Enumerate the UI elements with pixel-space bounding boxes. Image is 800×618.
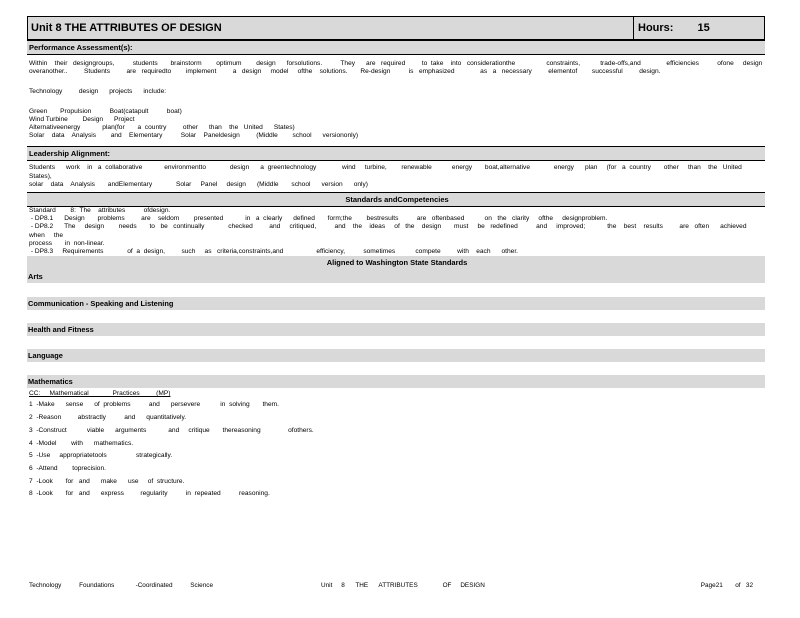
project-item: Wind Turbine Design Project <box>29 115 135 123</box>
footer-page-number: Page21 of 32 <box>700 582 753 589</box>
leadership-paragraph: Students work in a collaborative environmentto design a greentechnology wind turbine, renewable energy boat,alternative energy plan (for a country other than the United States), solar data Analysis andElementary Solar Panel design (Middle school version only) <box>29 164 742 188</box>
leadership-alignment-header: Leadership Alignment: <box>27 146 765 161</box>
course-document-page <box>27 16 765 501</box>
math-practice-item: 5 -Use appropriatetools strategically. <box>29 452 173 460</box>
hours-value: 15 <box>697 22 710 34</box>
standard-line: Standard 8: The attributes ofdesign. <box>29 207 171 215</box>
footer-course-name: Technology Foundations -Coordinated Science <box>29 582 214 589</box>
footer-unit-title: Unit 8 THE ATTRIBUTES OF DESIGN <box>321 582 485 589</box>
health-fitness-header: Health and Fitness <box>27 323 765 336</box>
page-footer <box>29 582 765 592</box>
projects-intro: Technology design projects include: <box>29 88 167 96</box>
math-practice-item: 2 -Reason abstractly and quantitatively. <box>29 414 187 422</box>
unit-title-row <box>27 16 765 40</box>
communication-header: Communication - Speaking and Listening <box>27 297 765 310</box>
hours-label: Hours: <box>638 22 674 34</box>
projects-list <box>27 108 765 141</box>
aligned-standards-header: Aligned to Washington State Standards <box>27 256 765 270</box>
math-practice-item: 4 -Model with mathematics. <box>29 439 134 447</box>
math-practice-item: 6 -Attend toprecision. <box>29 464 106 472</box>
arts-header: Arts <box>27 270 765 283</box>
standards-competencies-header: Standards andCompetencies <box>27 192 765 207</box>
competency-item: - DP8.3 Requirements of a design, such as criteria,constraints,and efficiency, sometimes compete with each other. <box>29 248 518 256</box>
project-item: Solar data Analysis and Elementary Solar Paneldesign (Middle school versiononly) <box>29 132 359 140</box>
competency-item: - DP8.1 Design problems are seldom presented in a clearly defined form;the bestresults are oftenbased on the clarity ofthe designproblem. <box>29 215 608 223</box>
math-practice-item: 1 -Make sense of problems and persevere in solving them. <box>29 401 279 409</box>
math-cc-label: CC: Mathematical Practices (MP) <box>29 390 171 398</box>
project-item: Alternativeenergy plan(for a country other than the United States) <box>29 124 295 132</box>
mathematics-header: Mathematics <box>27 375 765 388</box>
math-practice-item: 8 -Look for and express regularity in repeated reasoning. <box>29 490 270 498</box>
project-item: Green Propulsion Boat(catapult boat) <box>29 107 182 115</box>
unit-title: Unit 8 THE ATTRIBUTES OF DESIGN <box>28 17 634 39</box>
language-header: Language <box>27 349 765 362</box>
hours-cell <box>634 17 764 39</box>
competency-item: - DP8.2 The design needs to be continually checked and critiqued, and the ideas of the design must be redefined and improved; the best results are often achieved when the process in non-linear. <box>29 223 747 247</box>
performance-assessment-header: Performance Assessment(s): <box>27 40 765 55</box>
competency-list <box>27 215 765 256</box>
math-practice-item: 3 -Construct viable arguments and critique thereasoning ofothers. <box>29 426 314 434</box>
performance-paragraph: Within their designgroups, students brainstorm optimum design forsolutions. They are required to take into considerationthe constraints, trade-offs,and efficiencies ofone design overanother.. Students are requiredto implement a design model ofthe solutions. Re-design is emphasized as a necessary elementof successful design. <box>29 60 763 76</box>
math-practices-list <box>27 399 765 501</box>
math-practice-item: 7 -Look for and make use of structure. <box>29 477 185 485</box>
